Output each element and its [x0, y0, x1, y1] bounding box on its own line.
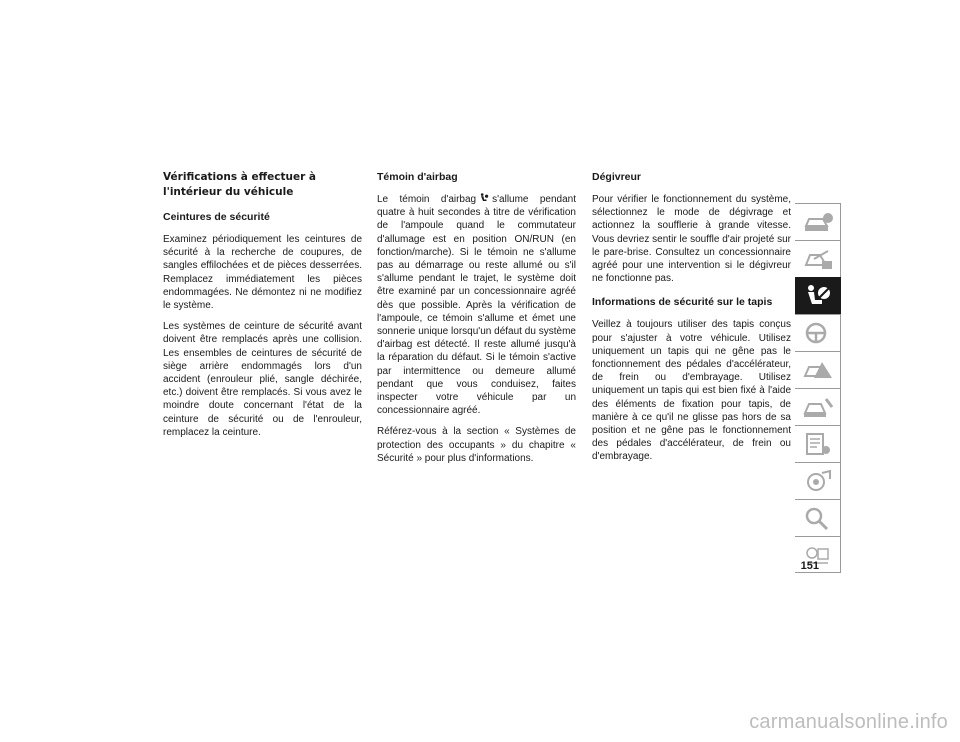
tab-car-info[interactable]	[795, 203, 841, 240]
steering-wheel-icon	[800, 319, 836, 347]
column-1	[163, 170, 362, 447]
car-info-icon	[800, 208, 836, 236]
search-index-icon	[800, 504, 836, 532]
tab-driving[interactable]	[795, 314, 841, 351]
tab-index[interactable]	[795, 499, 841, 536]
chapter-tabs	[795, 203, 841, 573]
section-title: Vérifications à effectuer à l'intérieur du véhicule	[163, 171, 317, 198]
paragraph	[377, 193, 576, 417]
heading-floor-mat: Informations de sécurité sur le tapis	[592, 296, 773, 309]
text: s'allume pendant quatre à huit secondes à titre de vérification de l'ampoule quand le commutateur d'allumage est en position ON/RUN (en fonction/marche). Si le témoin ne s'allume pas au démarrage ou reste allumé ou s'il s'allume pendant le trajet, le système doit être examiné par un concessionnaire agréé dès que possible. Après la vérification de l'ampoule, ce témoin s'allume et émet une sonnerie unique lorsqu'un défaut du système d'airbag est détecté. Il reste allumé jusqu'à la réparation du défaut. Si le témoin s'active par intermittence ou demeure allumé pendant que vous conduisez, faites inspecter votre véhicule par un concessionnaire agréé.	[377, 194, 576, 417]
paragraph: Veillez à toujours utiliser des tapis conçus pour s'ajuster à votre véhicule. Utilisez uniquement un tapis qui ne gêne pas le fonctionnement des pédales d'accélérateur, de frein ou d'embrayage. Utilisez uniquement un tapis qui est bien fixé à l'aide des éléments de fixation pour tapis, de manière à ce qu'il ne glisse pas hors de sa position et ne gêne pas le fonctionnement des pédales d'accélérateur, de frein ou d'embrayage.	[592, 319, 791, 463]
heading-defroster: Dégivreur	[592, 171, 642, 183]
airbag-safety-icon	[800, 282, 836, 310]
text: Le témoin d'airbag	[377, 194, 477, 205]
multimedia-icon	[800, 467, 836, 495]
watermark[interactable]: carmanualsonline.info	[749, 711, 948, 733]
column-3	[592, 170, 791, 472]
tab-safety[interactable]	[795, 277, 841, 314]
column-2	[377, 170, 576, 473]
heading-airbag-light: Témoin d'airbag	[377, 171, 458, 183]
tab-multimedia[interactable]	[795, 462, 841, 499]
tab-specifications[interactable]	[795, 425, 841, 462]
paragraph: Référez-vous à la section « Systèmes de protection des occupants » du chapitre « Sécurité » pour plus d'informations.	[377, 426, 576, 464]
heading-seatbelts: Ceintures de sécurité	[163, 211, 270, 223]
specifications-icon	[800, 430, 836, 458]
tab-service[interactable]	[795, 388, 841, 425]
warning-car-icon	[800, 356, 836, 384]
paragraph: Pour vérifier le fonctionnement du système, sélectionnez le mode de dégivrage et actionnez la soufflerie à grande vitesse. Vous devriez sentir le souffle d'air projeté sur le pare-brise. Consultez un concessionnaire agréé pour une intervention si le dégivreur ne fonctionne pas.	[592, 194, 791, 285]
tab-dashboard[interactable]	[795, 240, 841, 277]
page-number: 151	[800, 560, 819, 572]
car-service-icon	[800, 393, 836, 421]
paragraph: Les systèmes de ceinture de sécurité avant doivent être remplacés après une collision. Les ensembles de ceintures de sécurité de siège arrière endommagés lors d'un accident (enrouleur plié, sangle déchirée, etc.) doivent être remplacés. Si vous avez le moindre doute concernant l'état de la ceinture de sécurité ou de l'enrouleur, remplacez la ceinture.	[163, 321, 362, 438]
tab-emergency[interactable]	[795, 351, 841, 388]
paragraph: Examinez périodiquement les ceintures de sécurité à la recherche de coupures, de sangles effilochées et de pièces desserrées. Remplacez immédiatement les pièces endommagées. Ne démontez ni ne modifiez le système.	[163, 234, 362, 312]
dashboard-icon	[800, 245, 836, 273]
airbag-warning-icon	[479, 193, 489, 203]
